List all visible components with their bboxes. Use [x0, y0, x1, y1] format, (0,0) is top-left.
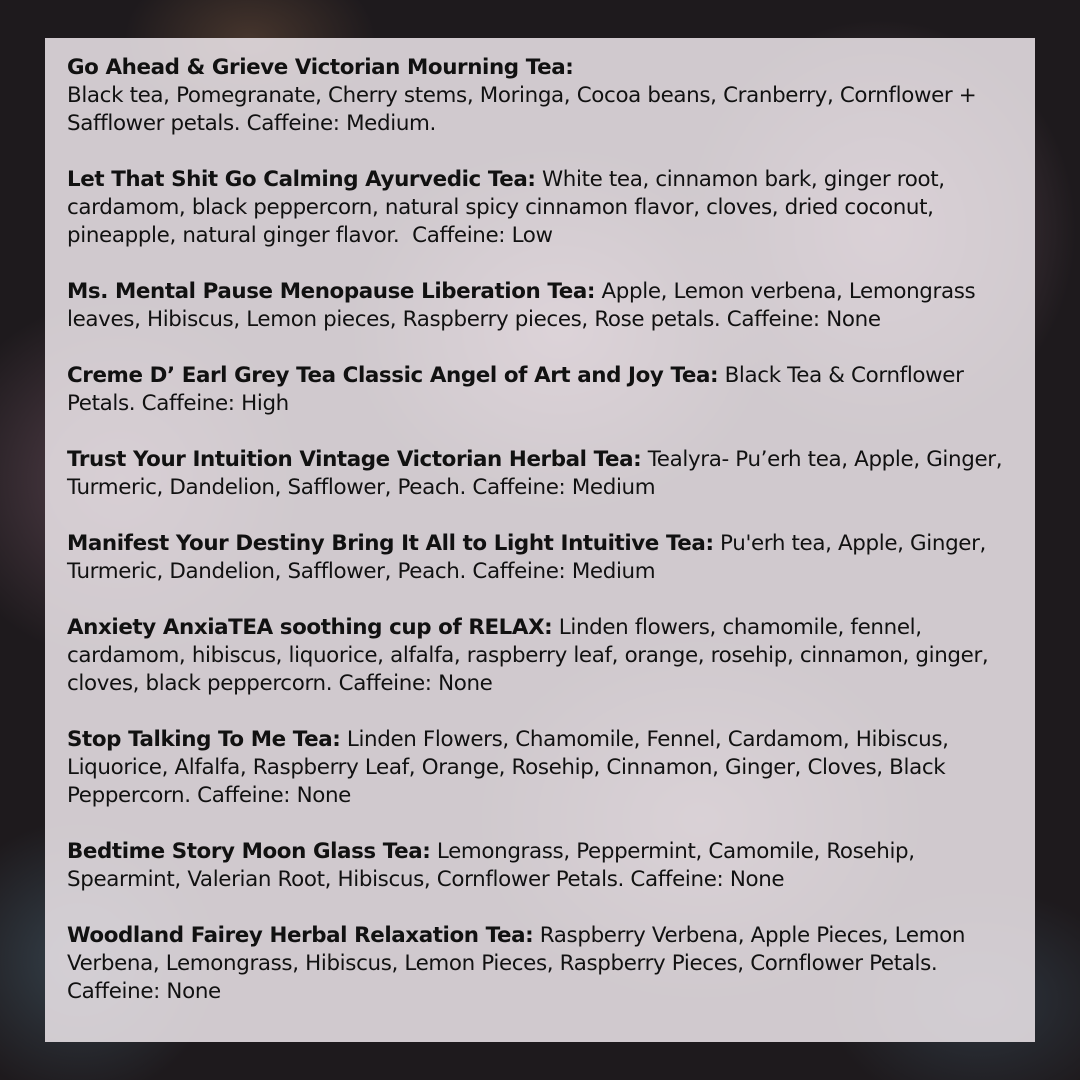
tea-description: Apple, Lemon verbena, Lemongrass leaves, Hibiscus, Lemon pieces, Raspberry pieces, Rose petals. Caffeine: None — [67, 279, 982, 332]
tea-description: Pu'erh tea, Apple, Ginger, Turmeric, Dandelion, Safflower, Peach. Caffeine: Medium — [67, 531, 993, 584]
tea-name: Bedtime Story Moon Glass Tea: — [67, 839, 431, 864]
tea-name: Ms. Mental Pause Menopause Liberation Tea: — [67, 279, 596, 304]
tea-name: Woodland Fairey Herbal Relaxation Tea: — [67, 923, 534, 948]
tea-entry — [67, 278, 1017, 334]
tea-description: Tealyra- Pu’erh tea, Apple, Ginger, Turmeric, Dandelion, Safflower, Peach. Caffeine: Medium — [67, 447, 1009, 500]
tea-name: Trust Your Intuition Vintage Victorian Herbal Tea: — [67, 447, 642, 472]
tea-description: Lemongrass, Peppermint, Camomile, Rosehip, Spearmint, Valerian Root, Hibiscus, Cornflower Petals. Caffeine: None — [67, 839, 922, 892]
tea-description: Linden Flowers, Chamomile, Fennel, Cardamom, Hibiscus, Liquorice, Alfalfa, Raspberry Leaf, Orange, Rosehip, Cinnamon, Ginger, Cloves, Black Peppercorn. Caffeine: None — [67, 727, 956, 808]
tea-entry — [67, 726, 1017, 810]
tea-name: Stop Talking To Me Tea: — [67, 727, 341, 752]
tea-entry — [67, 922, 1017, 1006]
tea-name: Go Ahead & Grieve Victorian Mourning Tea: — [67, 55, 574, 80]
tea-name: Manifest Your Destiny Bring It All to Light Intuitive Tea: — [67, 531, 714, 556]
tea-entry — [67, 838, 1017, 894]
tea-description: Raspberry Verbena, Apple Pieces, Lemon Verbena, Lemongrass, Hibiscus, Lemon Pieces, Raspberry Pieces, Cornflower Petals. Caffeine: None — [67, 923, 972, 1004]
tea-entry — [67, 530, 1017, 586]
tea-name: Creme D’ Earl Grey Tea Classic Angel of Art and Joy Tea: — [67, 363, 719, 388]
tea-description: White tea, cinnamon bark, ginger root, cardamom, black peppercorn, natural spicy cinnamon flavor, cloves, dried coconut, pineapple, natural ginger flavor. Caffeine: Low — [67, 167, 952, 248]
tea-entry — [67, 446, 1017, 502]
tea-entry — [67, 166, 1017, 250]
tea-description: Black Tea & Cornflower Petals. Caffeine: High — [67, 363, 971, 416]
tea-entry — [67, 614, 1017, 698]
tea-name: Let That Shit Go Calming Ayurvedic Tea: — [67, 167, 536, 192]
tea-description: Black tea, Pomegranate, Cherry stems, Moringa, Cocoa beans, Cranberry, Cornflower + Safflower petals. Caffeine: Medium. — [67, 83, 977, 136]
tea-entry — [67, 54, 1017, 138]
tea-description: Linden flowers, chamomile, fennel, cardamom, hibiscus, liquorice, alfalfa, raspberry leaf, orange, rosehip, cinnamon, ginger, cloves, black peppercorn. Caffeine: None — [67, 615, 995, 696]
tea-list-panel — [45, 38, 1035, 1042]
tea-name: Anxiety AnxiaTEA soothing cup of RELAX: — [67, 615, 553, 640]
tea-entry — [67, 362, 1017, 418]
